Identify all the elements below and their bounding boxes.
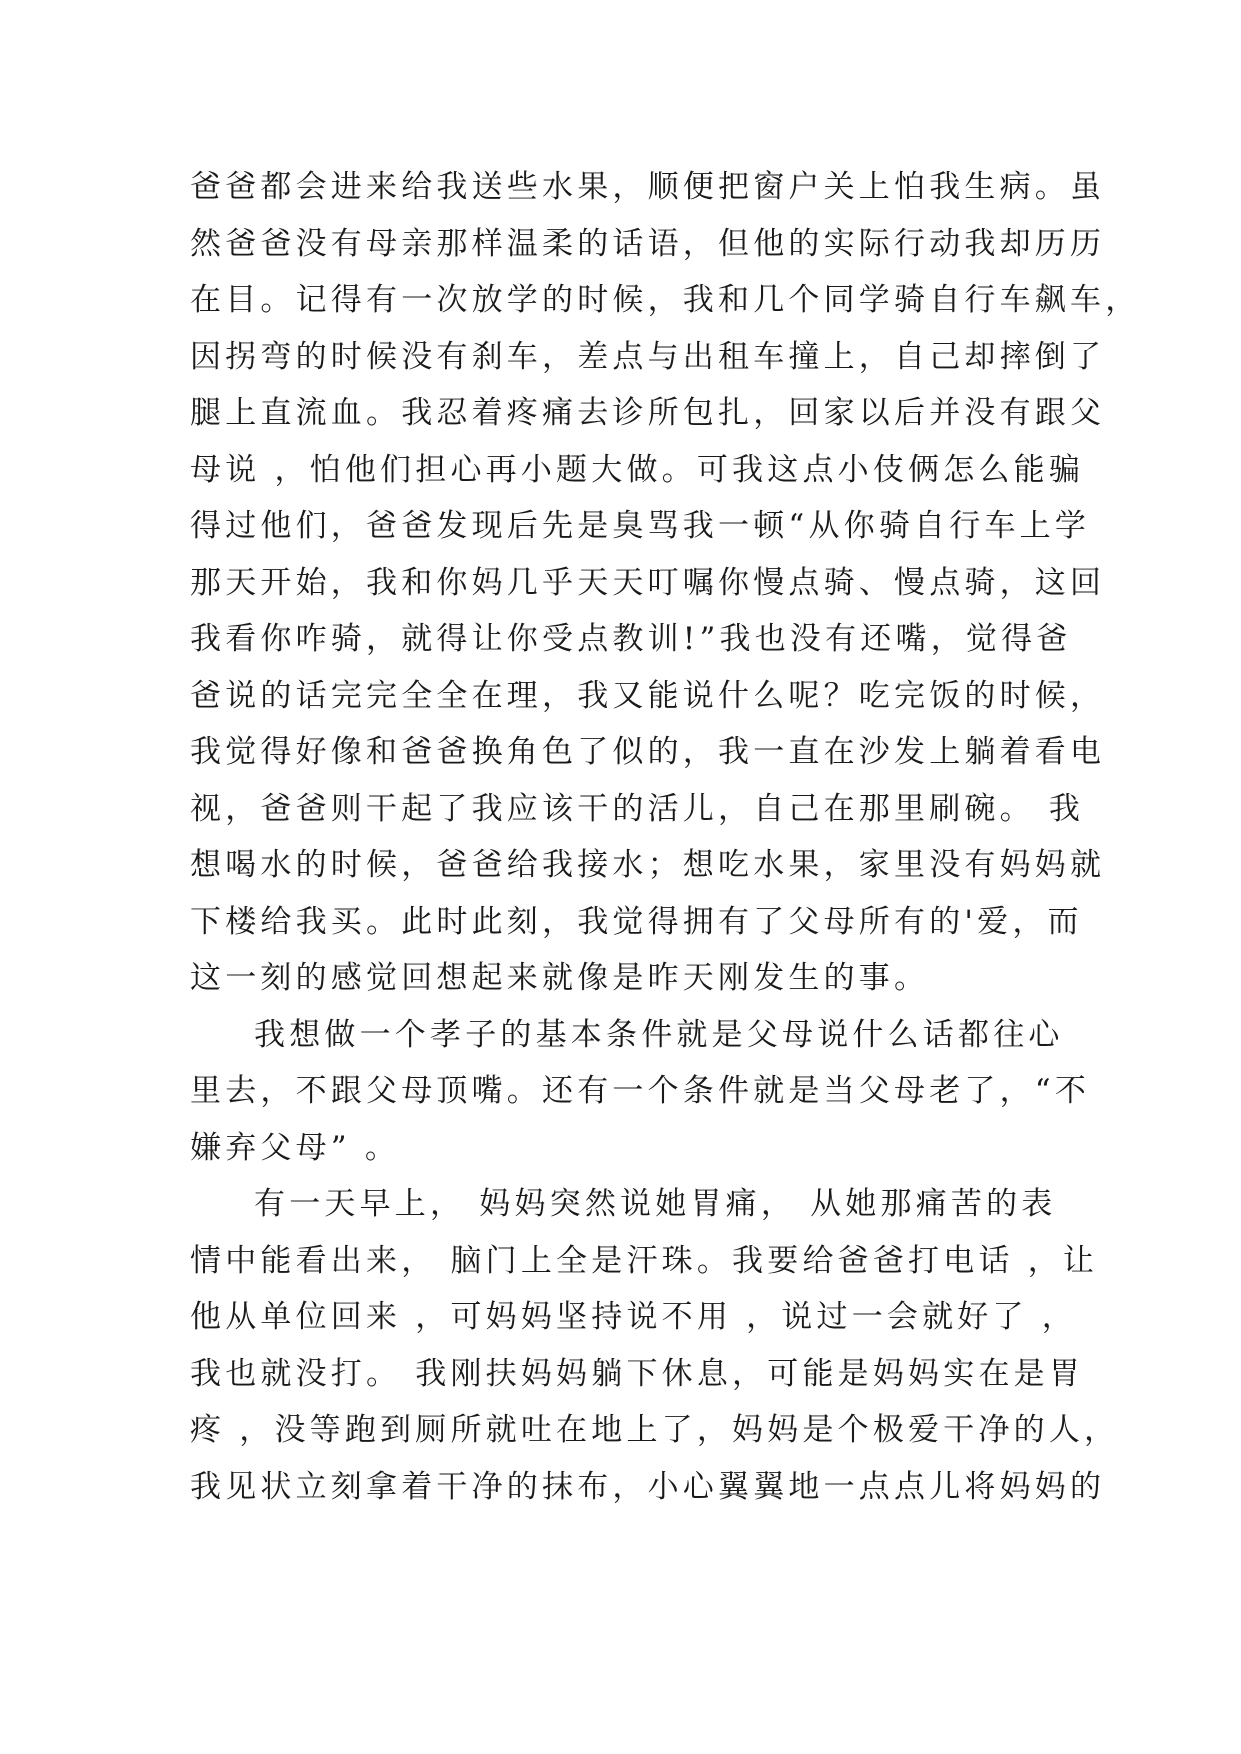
body-text [190, 159, 1141, 1515]
text-line: 情中能看出来， 脑门上全是汗珠。我要给爸爸打电话 ，让 [190, 1242, 1099, 1279]
text-line: 下楼给我买。此时此刻，我觉得拥有了父母所有的'爱，而 [190, 903, 1083, 940]
paragraph-first-line: 有一天早上， 妈妈突然说她胃痛， 从她那痛苦的表 [254, 1186, 1057, 1222]
text-line: 疼 ，没等跑到厕所就吐在地上了，妈妈是个极爱干净的人， [190, 1412, 1120, 1448]
text-line: 在目。记得有一次放学的时候，我和几个同学骑自行车飙车， [190, 282, 1141, 318]
text-line: 得过他们，爸爸发现后先是臭骂我一顿“从你骑自行车上学 [190, 508, 1091, 544]
text-line: 他从单位回来 ，可妈妈坚持说不用 ，说过一会就好了 ， [190, 1299, 1077, 1335]
text-line: 我也就没打。 我刚扶妈妈躺下休息，可能是妈妈实在是胃 [190, 1355, 1085, 1392]
text-line: 我觉得好像和爸爸换角色了似的，我一直在沙发上躺着看电 [190, 734, 1106, 770]
text-line: 爸说的话完完全全在理，我又能说什么呢？吃完饭的时候， [190, 677, 1106, 714]
text-line: 想喝水的时候，爸爸给我接水；想吃水果，家里没有妈妈就 [190, 847, 1106, 883]
text-line: 因拐弯的时候没有刹车，差点与出租车撞上，自己却摔倒了 [190, 338, 1106, 375]
text-line: 那天开始，我和你妈几乎天天叮嘱你慢点骑、慢点骑，这回 [190, 564, 1106, 601]
text-line: 嫌弃父母” 。 [190, 1129, 401, 1166]
text-line: 这一刻的感觉回想起来就像是昨天刚发生的事。 [190, 960, 930, 996]
text-line: 我见状立刻拿着干净的抹布，小心翼翼地一点点儿将妈妈的 [190, 1468, 1106, 1505]
text-line: 我看你咋骑，就得让你受点教训!”我也没有还嘴，觉得爸 [190, 621, 1072, 657]
text-line: 视，爸爸则干起了我应该干的活儿，自己在那里刷碗。 我 [190, 790, 1085, 827]
text-line: 腿上直流血。我忍着疼痛去诊所包扎，回家以后并没有跟父 [190, 395, 1106, 431]
text-line: 然爸爸没有母亲那样温柔的话语，但他的实际行动我却历历 [190, 225, 1106, 262]
text-line: 爸爸都会进来给我送些水果，顺便把窗户关上怕我生病。虽 [190, 169, 1106, 205]
paragraph-first-line: 我想做一个孝子的基本条件就是父母说什么话都往心 [254, 1016, 1064, 1053]
text-line: 母说 ，怕他们担心再小题大做。可我这点小伎俩怎么能骗 [190, 451, 1085, 488]
text-line: 里去，不跟父母顶嘴。还有一个条件就是当父母老了，“不 [190, 1073, 1091, 1109]
